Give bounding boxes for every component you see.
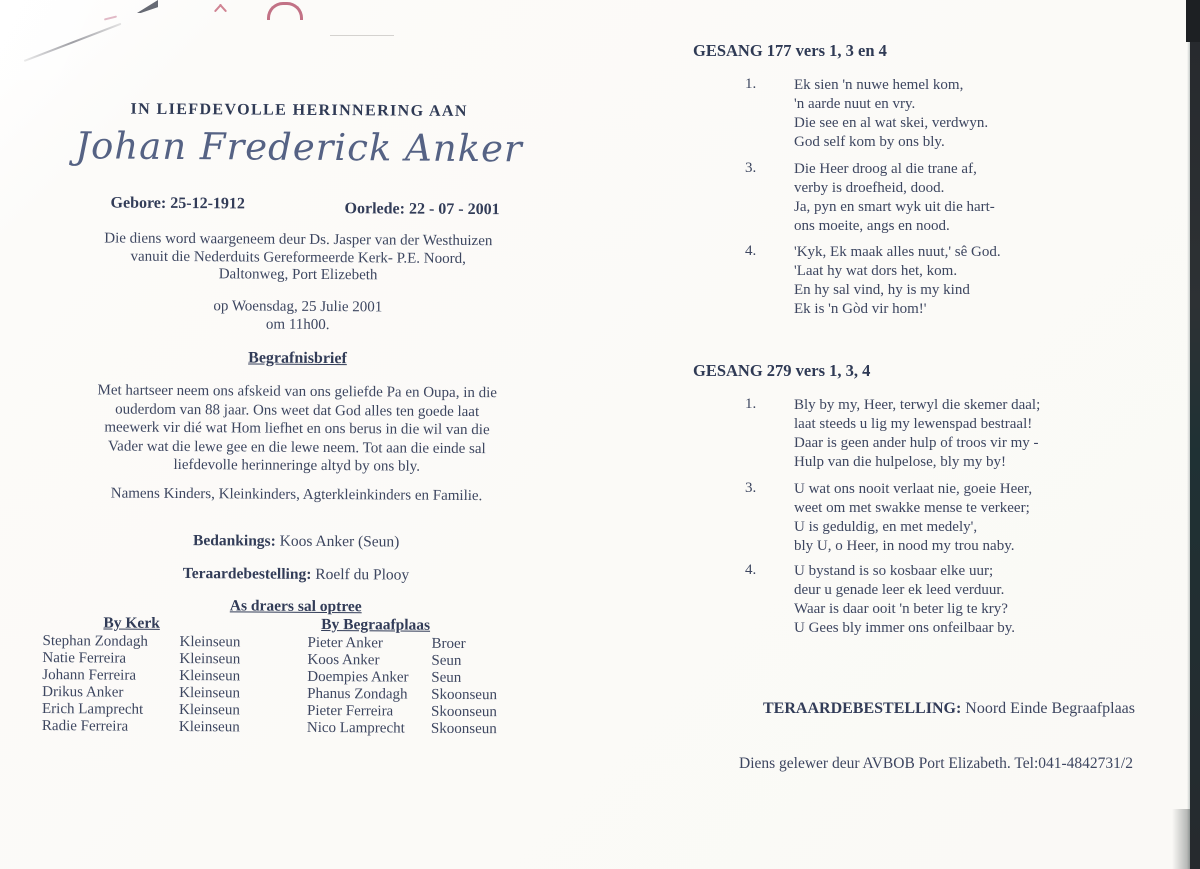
letter-line: Vader wat die lewe gee en die lewe neem. Tot aan die einde sal — [107, 437, 486, 457]
bearer-row: Stephan Zondagh Kleinseun Pieter Anker Broer — [42, 633, 466, 652]
service-date-time — [38, 296, 558, 336]
bearer-row: Johann Ferreira Kleinseun Doempies Anker Seun — [42, 667, 462, 686]
hymn-verse — [745, 396, 1040, 472]
memorial-heading: IN LIEFDEVOLLE HERINNERING AAN — [130, 100, 468, 120]
interment-label: Teraardebestelling: — [182, 565, 312, 583]
hymn-verse — [745, 480, 1032, 556]
service-line: Daltonweg, Port Elizebeth — [218, 266, 378, 284]
service-date: op Woensdag, 25 Julie 2001 — [213, 298, 383, 316]
verse-number: 3. — [745, 480, 757, 496]
letter-line: Met hartseer neem ons afskeid van ons geliefde Pa en Oupa, in die — [97, 382, 498, 402]
bearers-heading: As draers sal optree — [229, 597, 362, 616]
hymn-verse — [745, 160, 995, 236]
died-date: Oorlede: 22 - 07 - 2001 — [344, 200, 500, 219]
burial-place-value: Noord Einde Begraafplaas — [961, 700, 1135, 717]
bearer-row: Erich Lamprecht Kleinseun Pieter Ferreira Skoonseun — [41, 701, 497, 721]
interment-value: Roelf du Plooy — [311, 565, 410, 584]
service-line: vanuit die Nederduits Gereformeerde Kerk- P.E. Noord, — [130, 248, 466, 267]
bearer-row: Radie Ferreira Kleinseun Nico Lamprecht Skoonseun — [41, 718, 497, 738]
faint-scan-line — [330, 35, 394, 36]
service-details — [38, 230, 558, 286]
red-pen-arc-mark — [267, 2, 303, 20]
letter-line: liefdevolle herinneringe altyd by ons bly. — [173, 456, 421, 475]
bearer-row: Drikus Anker Kleinseun Phanus Zondagh Skoonseun — [42, 684, 498, 704]
service-time: om 11h00. — [265, 316, 330, 334]
hymn-title: GESANG 177 vers 1, 3 en 4 — [693, 41, 887, 60]
verse-lines: U wat ons nooit verlaat nie, goeie Heer, weet om met swakke mense te verkeer; U is geduldig, en met medely', bly U, o Heer, in nood my trou naby. — [794, 481, 1033, 554]
scan-corner-dark — [1186, 0, 1200, 42]
letter-line: meewerk vir dié wat Hom liefhet en ons berus in die wil van die — [104, 419, 490, 439]
bearer-row: Natie Ferreira Kleinseun Koos Anker Seun — [42, 650, 462, 669]
hymn-verse — [745, 562, 1015, 638]
letter-heading: Begrafnisbrief — [248, 349, 347, 368]
verse-number: 4. — [745, 562, 757, 578]
scan-edge-band — [1190, 0, 1200, 869]
hymn-verse — [745, 76, 988, 152]
thanks-value: Koos Anker (Seun) — [275, 532, 400, 551]
verse-number: 3. — [745, 160, 757, 176]
thanks-line — [36, 531, 556, 553]
church-column-heading: By Kerk — [103, 614, 160, 632]
cemetery-column-heading: By Begraafplaas — [321, 615, 431, 634]
red-pen-caret-mark — [213, 3, 227, 14]
burial-place-label: TERAARDEBESTELLING: — [763, 700, 962, 717]
letter-line: ouderdom van 88 jaar. Ons weet dat God alles ten goede laat — [115, 401, 480, 420]
memorial-letter — [37, 381, 558, 477]
interment-line — [36, 564, 556, 586]
verse-lines: Die Heer droog al die trane af, verby is droefheid, dood. Ja, pyn en smart wyk uit die hart- ons moeite, angs en nood. — [794, 161, 995, 234]
hymn-verse — [745, 243, 1001, 319]
thanks-label: Bedankings: — [193, 532, 276, 550]
verse-number: 1. — [745, 396, 757, 412]
born-date: Gebore: 25-12-1912 — [110, 194, 245, 213]
verse-lines: Bly by my, Heer, terwyl die skemer daal; laat steeds u lig my lewenspad bestraal! Daar is geen ander hulp of troos vir my - Hulp van die hulpelose, bly my by! — [794, 397, 1041, 470]
birth-death-dates — [38, 194, 558, 220]
deceased-name: Johan Frederick Anker — [75, 124, 523, 171]
verse-lines: 'Kyk, Ek maak alles nuut,' sê God. 'Laat hy wat dors het, kom. En hy sal vind, hy is my kind Ek is 'n Gòd vir hom!' — [794, 244, 1001, 317]
on-behalf-line: Namens Kinders, Kleinkinders, Agterkleinkinders en Familie. — [110, 485, 483, 505]
verse-lines: U bystand is so kosbaar elke uur; deur u genade leer ek leed verduur. Waar is daar ooit 'n beter lig te kry? U Gees bly immer ons onfeilbaar by. — [794, 563, 1016, 636]
hymn-title: GESANG 279 vers 1, 3, 4 — [693, 361, 871, 380]
scan-corner-shadow — [1172, 809, 1190, 869]
burial-place-line — [763, 700, 1135, 718]
verse-lines: Ek sien 'n nuwe hemel kom, 'n aarde nuut en vry. Die see en al wat skei, verdwyn. God self kom by ons bly. — [794, 77, 989, 150]
verse-number: 4. — [745, 243, 757, 259]
verse-number: 1. — [745, 76, 757, 92]
service-line: Die diens word waargeneem deur Ds. Jasper van der Westhuizen — [104, 230, 493, 250]
funeral-provider-line: Diens gelewer deur AVBOB Port Elizabeth. Tel:041-4842731/2 — [739, 755, 1133, 772]
